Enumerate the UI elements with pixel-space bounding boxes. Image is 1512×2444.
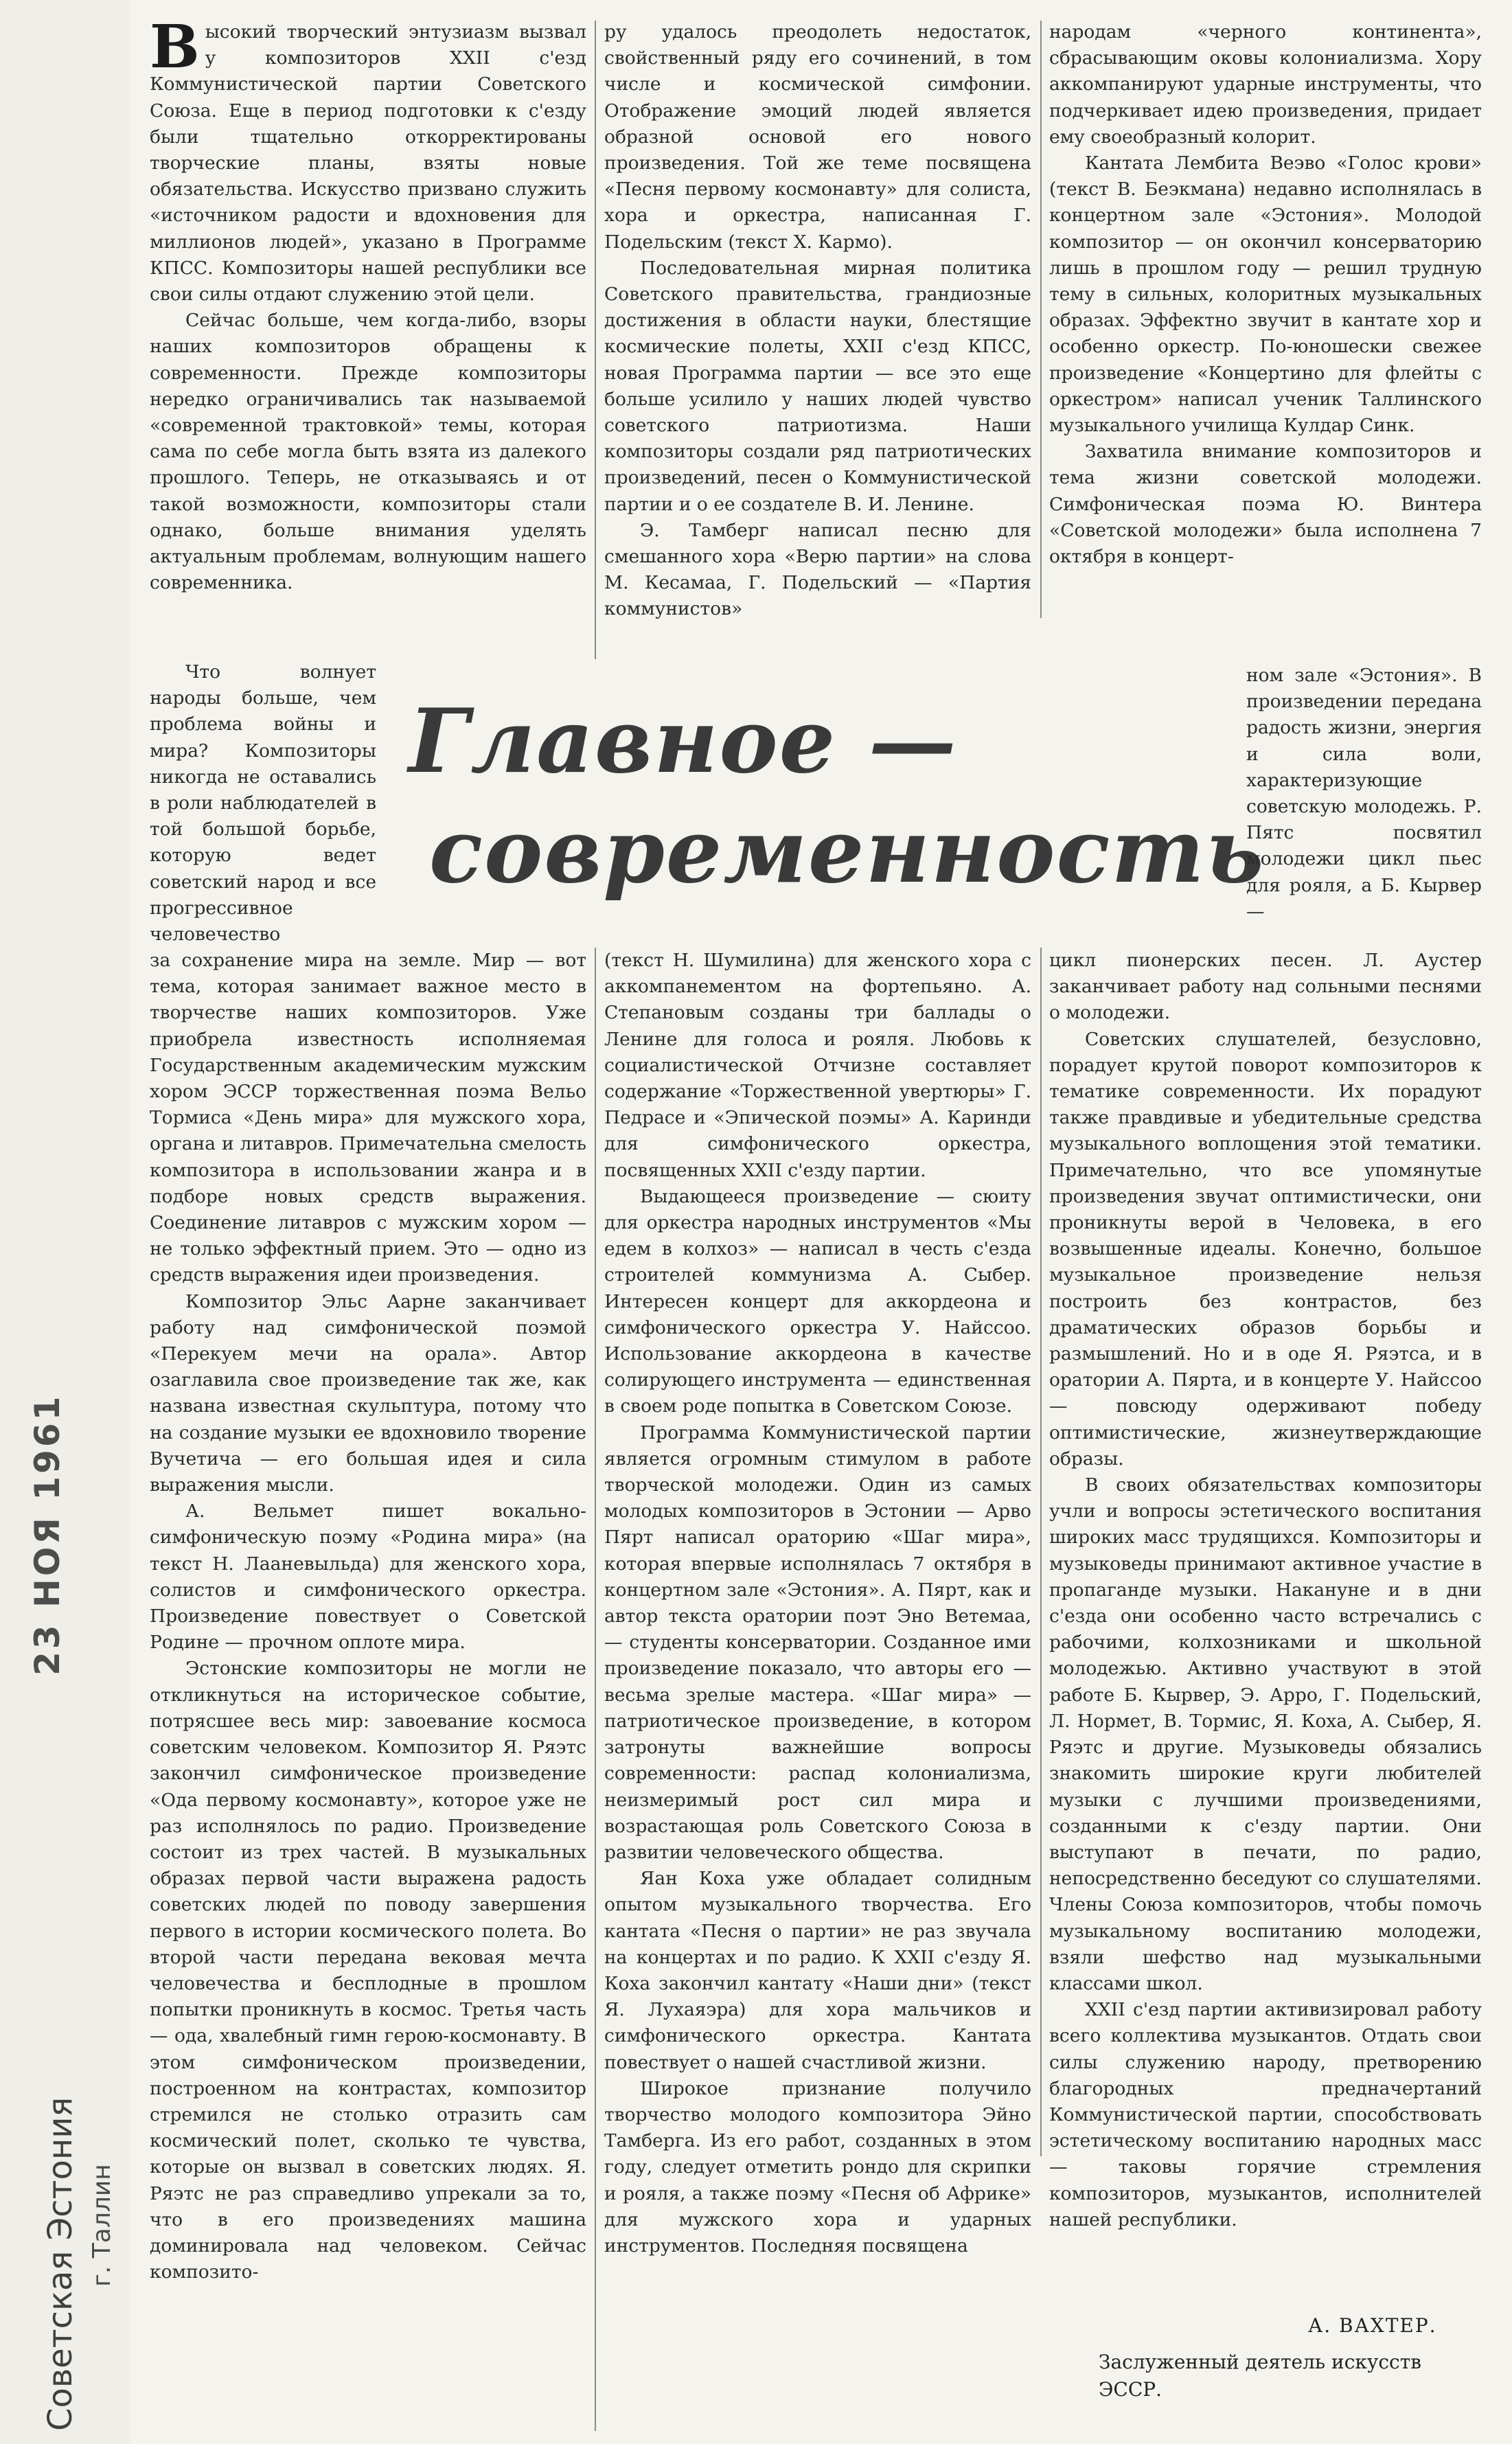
paragraph: Сейчас больше, чем когда-либо, взоры наших композиторов обращены к современности. Прежде композиторы нередко ограничивались так называемой «современной трактовкой» темы, которая сама по себе могла быть взята из далекого прошлого. Теперь, не отказываясь и от такой возможности, композиторы стали однако, больше внимания уделять актуальным проблемам, волнующим нашего современника. bbox=[150, 310, 586, 594]
column-2-bottom bbox=[604, 948, 1031, 2438]
column-3-bottom bbox=[1049, 948, 1482, 2230]
column-2-top bbox=[604, 19, 1031, 658]
paragraph: ру удалось преодолеть недостаток, свойственный ряду его сочинений, в том числе и космической симфонии. Отображение эмоций людей является образной основой его нового произведения. Той же теме посвящена «Песня первому космонавту» для солиста, хора и оркестра, написанная Г. Подельским (текст Х. Кармо). bbox=[604, 21, 1031, 253]
paragraph: Захватила внимание композиторов и тема жизни советской молодежи. Симфоническая поэма Ю. Винтера «Советской молодежи» была исполнена 7 октября в концерт- bbox=[1049, 441, 1482, 568]
drop-cap: В bbox=[150, 12, 200, 82]
column-rule bbox=[595, 21, 596, 659]
paragraph: Кантата Лембита Веэво «Голос крови» (текст В. Беэкмана) недавно исполнялась в концертном зале «Эстония». Молодой композитор — он окончил консерваторию лишь в прошлом году — решил трудную тему в сильных, колоритных музыкальных образах. Эффектно звучит в кантате хор и особенно оркестр. По-юношески свежее произведение «Концертино для флейты с оркестром» написал ученик Таллинского музыкального училища Кулдар Синк. bbox=[1049, 152, 1482, 437]
author-signature: А. ВАХТЕР. bbox=[1308, 2314, 1437, 2337]
paragraph: Эстонские композиторы не могли не откликнуться на историческое событие, потрясшее весь мир: завоевание космоса советским человеком. Композитор Я. Ряэтс закончил симфоническое произведение «Ода первому космонавту», которое уже не раз исполнялось по радио. Произведение состоит из трех частей. В музыкальных образах первой части выражена радость советских людей по поводу завершения первого в истории космического полета. Во второй части передана вековая мечта человечества и бесплодные в прошлом попытки проникнуть в космос. Третья часть — ода, хвалебный гимн герою-космонавту. В этом симфоническом произведении, построенном на контрастах, композитор стремился не столько отразить сам космический полет, сколько те чувства, которые он вызвал в советских людях. Я. Ряэтс не раз справедливо упрекали за то, что в его произведениях машина доминировала над человеком. Сейчас композито- bbox=[150, 1658, 586, 2283]
paragraph: (текст Н. Шумилина) для женского хора с аккомпанементом на фортепьяно. А. Степановым созданы три баллады о Ленине для голоса и рояля. Любовь к социалистической Отчизне составляет содержание «Торжественной увертюры» Г. Педрасе и «Эпической поэмы» А. Каринди для симфонического оркестра, посвященных XXII с'езду партии. bbox=[604, 950, 1031, 1181]
paragraph: Композитор Эльс Аарне заканчивает работу над симфонической поэмой «Перекуем мечи на орала». Автор озаглавила свое произведение так же, как названа известная скульптура, потому что на создание музыки ее вдохновило творение Вучетича — его большая идея и сила выражения мысли. bbox=[150, 1290, 586, 1496]
column-1-top bbox=[150, 12, 586, 665]
paragraph: В своих обязательствах композиторы учли и вопросы эстетического воспитания широких масс трудящихся. Композиторы и музыковеды принимают активное участие в пропаганде музыки. Накануне и в дни с'езда они особенно часто встречались с рабочими, колхозниками и школьной молодежью. Активно участвуют в этой работе Б. Кырвер, Э. Арро, Г. Подельский, Л. Нормет, В. Тормис, Я. Коха, А. Сыбер, Я. Ряэтс и другие. Музыковеды обязались знакомить широкие круги любителей музыки с лучшими произведениями, созданными к с'езду партии. Они выступают в печати, по радио, непосредственно беседуют со слушателями. Члены Союза композиторов, чтобы помочь музыкальному воспитанию молодежи, взяли шефство над музыкальными классами школ. bbox=[1049, 1474, 1482, 1994]
column-1-narrow bbox=[150, 659, 376, 948]
paragraph: за сохранение мира на земле. Мир — вот тема, которая занимает важное место в творчестве наших композиторов. Уже приобрела известность исполняемая Государственным академическим мужским хором ЭССР торжественная поэма Вельо Тормиса «День мира» для мужского хора, органа и литавров. Примечательна смелость композитора в использовании жанра и в подборе новых средств выражения. Соединение литавров с мужским хором — не только эффектный прием. Это — одно из средств выражения идеи произведения. bbox=[150, 950, 586, 1286]
column-rule bbox=[1040, 21, 1042, 618]
paragraph: ысокий творческий энтузиазм вызвал у композиторов XXII с'езд Коммунистической партии Советского Союза. Еще в период подготовки к с'езду были тщательно откорректированы творческие планы, взяты новые обязательства. Искусство призвано служить «источником радости и вдохновения для миллионов людей», указано в Программе КПСС. Композиторы нашей республики все свои силы отдают служению этой цели. bbox=[150, 21, 586, 306]
author-title: Заслуженный деятель искусств ЭССР. bbox=[1099, 2351, 1421, 2401]
paragraph: Программа Коммунистической партии является огромным стимулом в работе творческой молодежи. Один из самых молодых композиторов в Эстонии — Арво Пярт написал ораторию «Шаг мира», которая впервые исполнялась 7 октября в концертном зале «Эстония». А. Пярт, как и автор текста оратории поэт Эно Ветемаа, — студенты консерватории. Созданное ими произведение показало, что авторы его — весьма зрелые мастера. «Шаг мира» — патриотическое произведение, в котором затронуты важнейшие вопросы современности: распад колониализма, неизмеримый рост сил мира и возрастающая роль Советского Союза в развитии человеческого общества. bbox=[604, 1421, 1031, 1863]
paragraph: Э. Тамберг написал песню для смешанного хора «Верю партии» на слова М. Кесамаа, Г. Подельский — «Партия коммунистов» bbox=[604, 519, 1031, 620]
paragraph: народам «черного континента», сбрасывающим оковы колониализма. Хору аккомпанируют ударные инструменты, что подчеркивает идею произведения, придает ему своеобразный колорит. bbox=[1049, 21, 1482, 148]
paragraph: Что волнует народы больше, чем проблема войны и мира? Композиторы никогда не оставались в роли наблюдателей в той большой борьбе, которую ведет советский народ и все прогрессивное человечество bbox=[150, 661, 376, 946]
headline bbox=[409, 687, 1265, 906]
headline-line-2: современность bbox=[429, 800, 1265, 903]
date-stamp: 23 НОЯ 1961 bbox=[27, 1393, 67, 1676]
headline-line-1: Главное — bbox=[409, 690, 958, 793]
column-3-top bbox=[1049, 19, 1482, 665]
paragraph: ном зале «Эстония». В произведении передана радость жизни, энергия и сила воли, характеризующие советскую молодежь. Р. Пятс посвятил молодежи цикл пьес для рояля, а Б. Кырвер — bbox=[1246, 665, 1482, 922]
column-1-bottom bbox=[150, 948, 586, 2438]
paragraph: Яан Коха уже обладает солидным опытом музыкального творчества. Его кантата «Песня о партии» не раз звучала на концертах и по радио. К XXII с'езду Я. Коха закончил кантату «Наши дни» (текст Я. Лухаяэра) для хора мальчиков и симфонического оркестра. Кантата повествует о нашей счастливой жизни. bbox=[604, 1868, 1031, 2073]
column-rule bbox=[1040, 948, 1042, 2156]
paragraph: Широкое признание получило творчество молодого композитора Эйно Тамберга. Из его работ, созданных в этом году, следует отметить рондо для скрипки и рояля, а также поэму «Песня об Африке» для мужского хора и ударных инструментов. Последняя посвящена bbox=[604, 2077, 1031, 2257]
paragraph: Последовательная мирная политика Советского правительства, грандиозные достижения в области науки, блестящие космические полеты, XXII с'езд КПСС, новая Программа партии — все это еще больше усилило у наших людей чувство советского патриотизма. Наши композиторы создали ряд патриотических произведений, песен о Коммунистической партии и о ее создателе В. И. Ленине. bbox=[604, 257, 1031, 515]
newspaper-name-stamp: Советская Эстония bbox=[41, 2097, 80, 2431]
paragraph: цикл пионерских песен. Л. Аустер заканчивает работу над сольными песнями о молодежи. bbox=[1049, 950, 1482, 1024]
paragraph: Выдающееся произведение — сюиту для оркестра народных инструментов «Мы едем в колхоз» — написал в честь с'езда строителей коммунизма А. Сыбер. Интересен концерт для аккордеона и симфонического оркестра У. Найссоо. Использование аккордеона в качестве солирующего инструмента — единственная в своем роде попытка в Советском Союзе. bbox=[604, 1185, 1031, 1417]
paragraph: XXII с'езд партии активизировал работу всего коллектива музыкантов. Отдать свои силы служению народу, претворению благородных предначертаний Коммунистической партии, способствовать эстетическому воспитанию народных масс — таковы горячие стремления композиторов, музыкантов, исполнителей нашей республики. bbox=[1049, 1999, 1482, 2230]
column-3-narrow bbox=[1246, 663, 1482, 948]
paragraph: Советских слушателей, безусловно, порадует крутой поворот композиторов к тематике современности. Их порадуют также правдивые и убедительные средства музыкального воплощения этой тематики. Примечательно, что все упомянутые произведения звучат оптимистически, они проникнуты верой в Человека, в его возвышенные идеалы. Конечно, большое музыкальное произведение нельзя построить без контрастов, без драматических образов борьбы и размышлений. Но и в оде Я. Ряэтса, и в оратории А. Пярта, и в концерте У. Найссоо — повсюду одерживают победу оптимистические, жизнеутверждающие образы. bbox=[1049, 1028, 1482, 1470]
paragraph: А. Вельмет пишет вокально-симфоническую поэму «Родина мира» (на текст Н. Лааневыльда) для женского хора, солистов и симфонического оркестра. Произведение повествует о Советской Родине — прочном оплоте мира. bbox=[150, 1500, 586, 1654]
city-stamp: г. Таллин bbox=[88, 2164, 116, 2287]
column-rule bbox=[595, 948, 596, 2431]
